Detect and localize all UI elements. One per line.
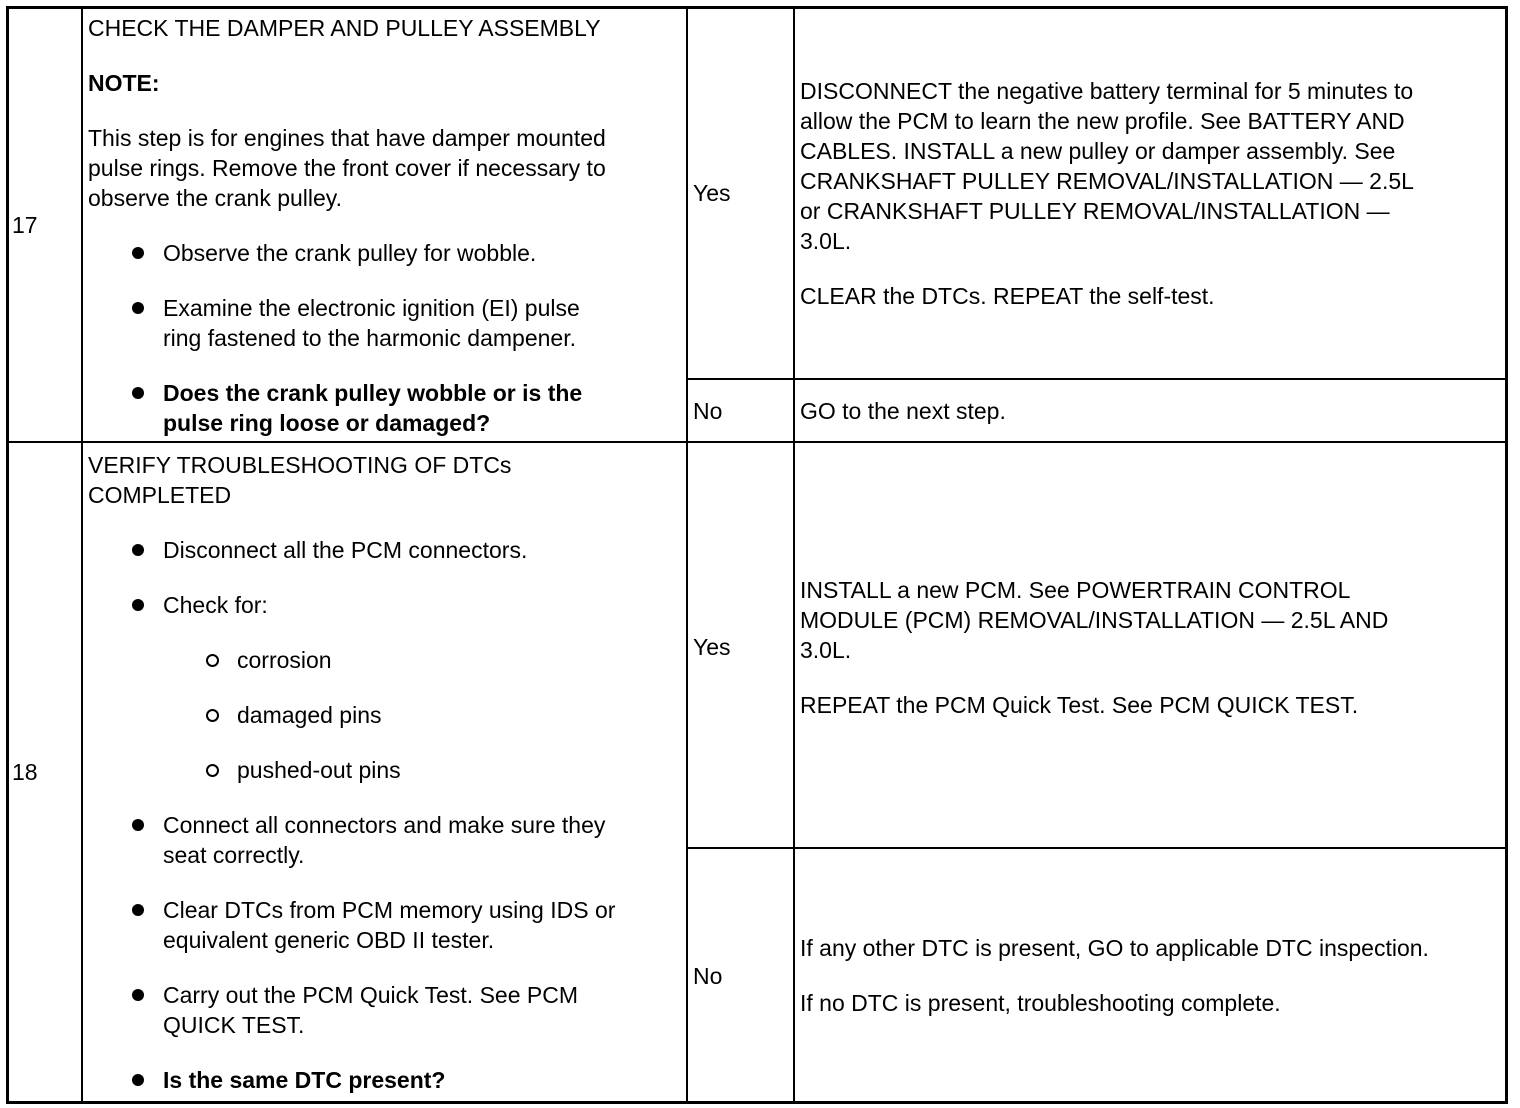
action-text: 3.0L. [800,228,852,254]
bullet-icon [132,247,144,259]
bullet-icon [132,1074,144,1086]
result-no-label: No [693,963,723,989]
note-text: observe the crank pulley. [88,185,342,211]
result-yes-label: Yes [693,634,731,660]
step-title: COMPLETED [88,482,232,508]
sub-bullet-icon [206,654,219,667]
instruction-item: QUICK TEST. [163,1012,305,1038]
result-no-label: No [693,398,723,424]
step-title: CHECK THE DAMPER AND PULLEY ASSEMBLY [88,15,601,41]
instruction-item: Examine the electronic ignition (EI) pulse [163,295,580,321]
instruction-item: equivalent generic OBD II tester. [163,927,495,953]
action-text: If no DTC is present, troubleshooting complete. [800,990,1281,1016]
column-divider [793,6,795,1104]
instruction-item: Carry out the PCM Quick Test. See PCM [163,982,578,1008]
bullet-icon [132,544,144,556]
instruction-item: seat correctly. [163,842,305,868]
instruction-item: Observe the crank pulley for wobble. [163,240,537,266]
bullet-icon [132,302,144,314]
instruction-item: Check for: [163,592,268,618]
row-divider [686,378,1508,380]
sub-item: corrosion [237,647,332,673]
instruction-item: Connect all connectors and make sure they [163,812,606,838]
column-divider [81,6,83,1104]
action-text: INSTALL a new PCM. See POWERTRAIN CONTROL [800,577,1351,603]
note-text: pulse rings. Remove the front cover if necessary to [88,155,606,181]
action-text: If any other DTC is present, GO to applicable DTC inspection. [800,935,1429,961]
note-label: NOTE: [88,70,160,96]
bullet-icon [132,989,144,1001]
question-text: pulse ring loose or damaged? [163,410,491,436]
result-yes-label: Yes [693,180,731,206]
step-title: VERIFY TROUBLESHOOTING OF DTCs [88,452,512,478]
step-number: 17 [12,212,38,238]
bullet-icon [132,599,144,611]
question-text: Does the crank pulley wobble or is the [163,380,583,406]
action-text: or CRANKSHAFT PULLEY REMOVAL/INSTALLATION — [800,198,1390,224]
column-divider [686,6,688,1104]
instruction-item: ring fastened to the harmonic dampener. [163,325,576,351]
sub-bullet-icon [206,709,219,722]
action-text: DISCONNECT the negative battery terminal for 5 minutes to [800,78,1414,104]
action-text: CABLES. INSTALL a new pulley or damper assembly. See [800,138,1396,164]
no-action: GO to the next step. [800,398,1006,424]
action-text: CRANKSHAFT PULLEY REMOVAL/INSTALLATION — 2.5L [800,168,1414,194]
bullet-icon [132,904,144,916]
action-text: allow the PCM to learn the new profile. See BATTERY AND [800,108,1405,134]
sub-item: damaged pins [237,702,382,728]
action-text: 3.0L. [800,637,852,663]
note-text: This step is for engines that have damper mounted [88,125,606,151]
bullet-icon [132,387,144,399]
action-text: MODULE (PCM) REMOVAL/INSTALLATION — 2.5L AND [800,607,1389,633]
instruction-item: Disconnect all the PCM connectors. [163,537,528,563]
step-number: 18 [12,759,38,785]
instruction-item: Clear DTCs from PCM memory using IDS or [163,897,616,923]
row-divider [686,847,1508,849]
action-text: REPEAT the PCM Quick Test. See PCM QUICK TEST. [800,692,1359,718]
row-divider [6,441,1508,443]
question-text: Is the same DTC present? [163,1067,446,1093]
sub-item: pushed-out pins [237,757,401,783]
bullet-icon [132,819,144,831]
sub-bullet-icon [206,764,219,777]
action-text: CLEAR the DTCs. REPEAT the self-test. [800,283,1215,309]
